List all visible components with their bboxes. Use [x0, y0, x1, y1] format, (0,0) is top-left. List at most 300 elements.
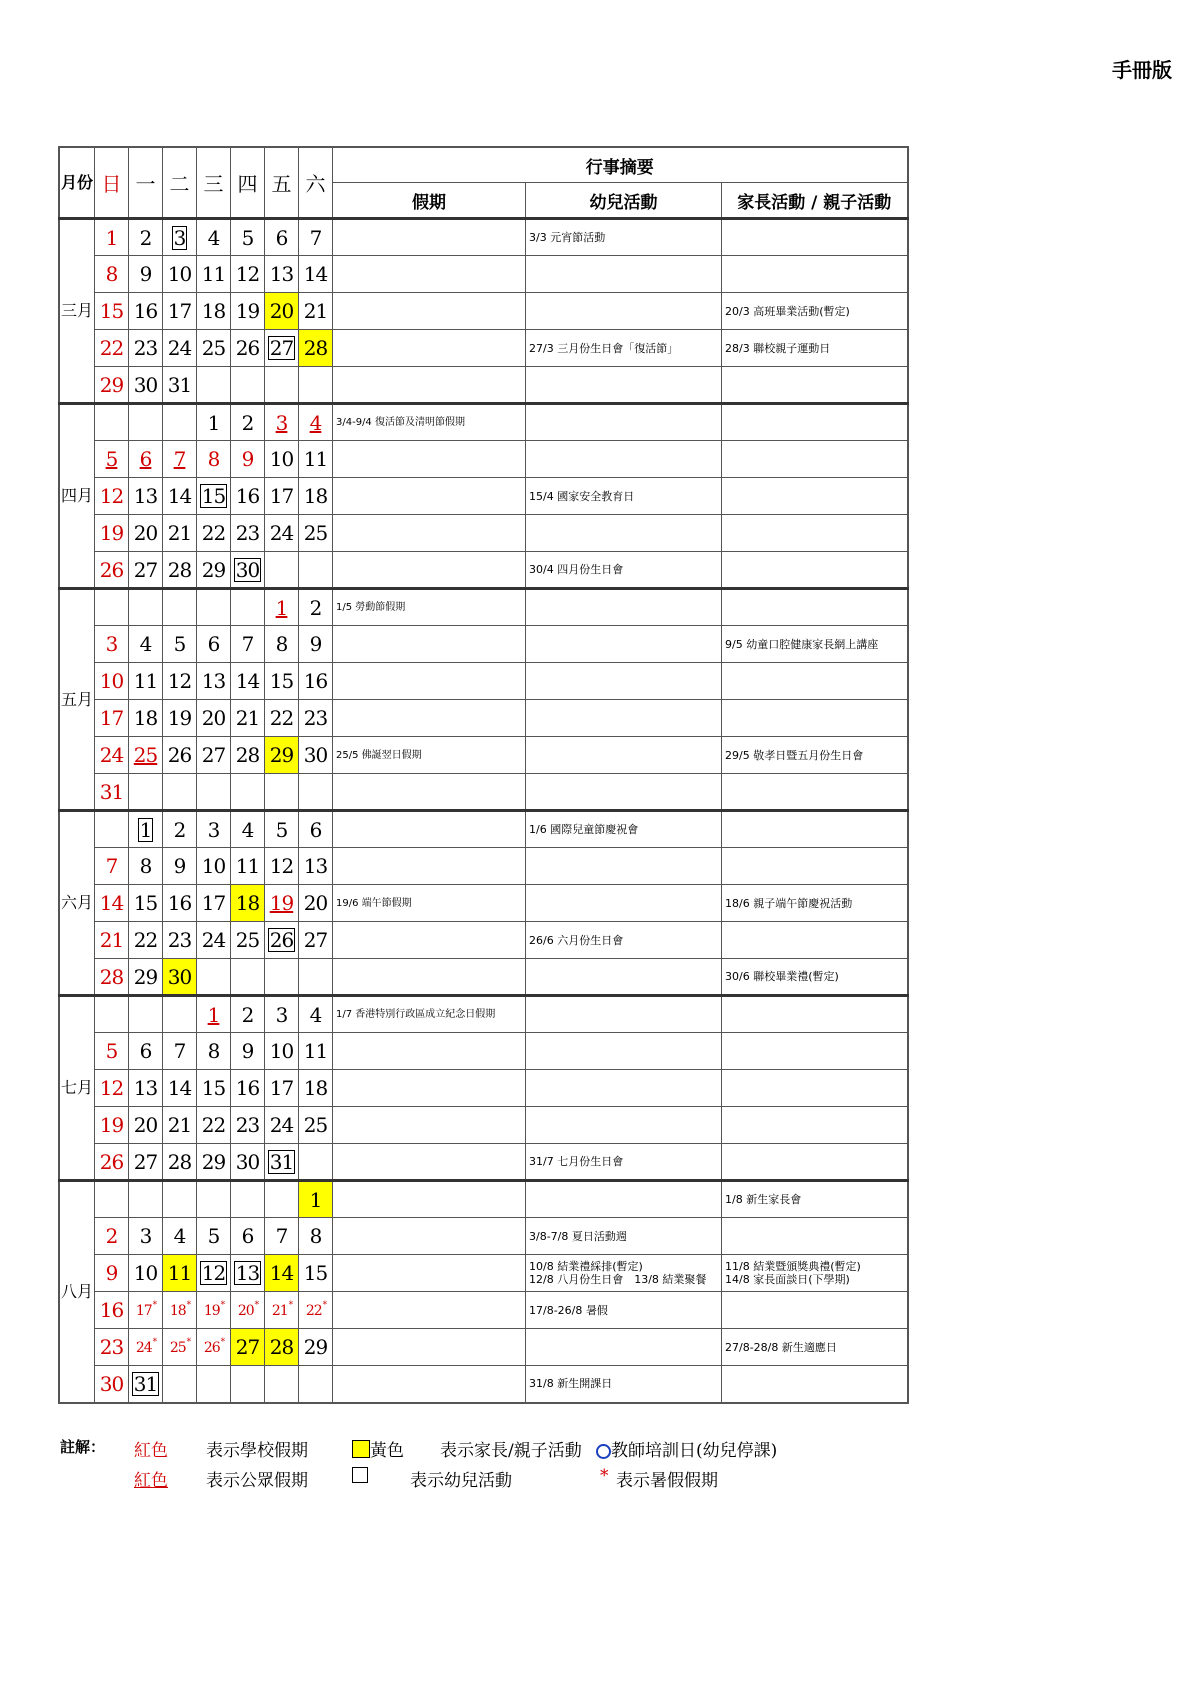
day-cell	[129, 626, 163, 663]
day-number: 30	[303, 743, 328, 767]
day-number: 21	[167, 521, 192, 545]
day-number: 25	[133, 743, 158, 767]
day-cell	[231, 1255, 265, 1292]
day-cell	[231, 1181, 265, 1218]
day-number: 4	[309, 1002, 322, 1027]
child-activity-cell: 26/6 六月份生日會	[526, 922, 722, 959]
week-row	[59, 996, 908, 1033]
week-row	[59, 256, 908, 293]
day-number: 2	[139, 225, 152, 250]
parent-activity-cell	[722, 996, 908, 1033]
day-cell	[197, 441, 231, 478]
day-number: 14	[269, 1261, 294, 1285]
day-number: 24	[135, 1340, 152, 1356]
month-label: 三月	[59, 219, 95, 404]
day-cell	[299, 774, 333, 811]
day-cell	[129, 885, 163, 922]
day-number: 27	[201, 743, 226, 767]
child-activity-cell	[526, 1107, 722, 1144]
day-cell	[299, 589, 333, 626]
day-number: 22	[269, 706, 294, 730]
day-number: 12	[269, 854, 294, 878]
day-number: 4	[207, 225, 220, 250]
day-number: 17	[167, 299, 192, 323]
day-number: 13	[233, 1260, 262, 1286]
summer-holiday-star: *	[254, 1300, 259, 1311]
holiday-cell	[333, 700, 526, 737]
day-cell	[95, 1144, 129, 1181]
day-cell	[95, 885, 129, 922]
day-cell	[197, 256, 231, 293]
day-cell	[231, 1218, 265, 1255]
day-number: 27	[133, 1149, 158, 1174]
child-activity-cell	[526, 367, 722, 404]
day-cell	[95, 515, 129, 552]
day-cell	[299, 1366, 333, 1403]
day-number: 2	[309, 595, 322, 620]
day-cell	[231, 959, 265, 996]
day-cell	[163, 1107, 197, 1144]
day-cell	[129, 1107, 163, 1144]
day-number: 2	[173, 817, 186, 842]
day-number: 12	[235, 262, 260, 286]
child-activity-cell	[526, 515, 722, 552]
day-cell	[231, 552, 265, 589]
day-cell	[163, 515, 197, 552]
day-cell	[299, 626, 333, 663]
school-calendar-table	[58, 146, 909, 1404]
day-number: 20	[303, 891, 328, 915]
legend-box-desc: 表示幼兒活動	[410, 1471, 512, 1491]
day-number: 21	[99, 928, 124, 952]
day-cell	[299, 885, 333, 922]
week-row	[59, 367, 908, 404]
day-cell	[197, 848, 231, 885]
weekday-header-tue: 二	[163, 147, 197, 219]
day-cell	[163, 1218, 197, 1255]
week-row	[59, 811, 908, 848]
day-cell	[231, 626, 265, 663]
day-number: 23	[99, 1335, 124, 1359]
day-number: 8	[207, 447, 220, 471]
day-cell	[265, 922, 299, 959]
summary-header: 行事摘要	[333, 147, 908, 183]
child-activity-cell	[526, 737, 722, 774]
day-cell	[197, 1181, 231, 1218]
parent-activity-cell	[722, 256, 908, 293]
day-number: 5	[105, 447, 118, 471]
day-number: 1	[309, 1187, 322, 1212]
day-cell	[95, 1255, 129, 1292]
day-number: 9	[105, 1261, 118, 1285]
day-cell	[129, 700, 163, 737]
day-cell	[299, 367, 333, 404]
day-number: 30	[133, 372, 158, 397]
day-cell	[129, 811, 163, 848]
day-number: 7	[275, 1224, 288, 1248]
holiday-cell	[333, 330, 526, 367]
child-activity-cell	[526, 885, 722, 922]
day-number: 10	[167, 262, 192, 286]
legend-circle-desc: 教師培訓日(幼兒停課)	[611, 1441, 778, 1461]
holiday-cell	[333, 552, 526, 589]
day-cell	[265, 1107, 299, 1144]
day-number: 18	[235, 891, 260, 915]
day-cell	[95, 996, 129, 1033]
day-cell	[95, 367, 129, 404]
day-cell	[231, 1144, 265, 1181]
day-cell	[231, 404, 265, 441]
day-cell	[95, 1033, 129, 1070]
day-number: 10	[99, 669, 124, 693]
day-cell	[299, 663, 333, 700]
day-number: 5	[275, 817, 288, 842]
parent-activity-cell	[722, 811, 908, 848]
day-number: 21	[235, 706, 260, 730]
day-number: 14	[99, 891, 124, 915]
day-number: 22	[99, 336, 124, 360]
day-number: 24	[99, 743, 124, 767]
parent-activity-cell: 11/8 結業暨頒獎典禮(暫定) 14/8 家長面談日(下學期)	[722, 1255, 908, 1292]
day-number: 19	[269, 891, 294, 915]
holiday-cell: 19/6 端午節假期	[333, 885, 526, 922]
day-number: 22	[133, 928, 158, 952]
day-number: 25	[235, 928, 260, 952]
day-cell	[129, 774, 163, 811]
child-activity-cell	[526, 293, 722, 330]
day-cell	[129, 293, 163, 330]
day-number: 5	[105, 1039, 118, 1063]
day-cell	[197, 1255, 231, 1292]
day-number: 14	[167, 1076, 192, 1100]
day-number: 3	[275, 410, 288, 435]
day-cell	[163, 552, 197, 589]
holiday-cell	[333, 1144, 526, 1181]
day-cell	[231, 1107, 265, 1144]
weekday-header-thu: 四	[231, 147, 265, 219]
day-cell	[95, 922, 129, 959]
day-cell	[299, 1292, 333, 1329]
week-row	[59, 1366, 908, 1403]
day-cell	[129, 589, 163, 626]
day-number: 4	[139, 632, 152, 656]
legend-red-public: 紅色	[134, 1471, 168, 1491]
day-number: 17	[135, 1303, 152, 1319]
day-cell	[231, 293, 265, 330]
week-row	[59, 330, 908, 367]
week-row	[59, 700, 908, 737]
day-number: 3	[207, 817, 220, 842]
month-label: 六月	[59, 811, 95, 996]
day-number: 18	[133, 706, 158, 730]
child-activity-cell: 30/4 四月份生日會	[526, 552, 722, 589]
day-cell	[129, 1255, 163, 1292]
day-cell	[129, 1292, 163, 1329]
day-number: 8	[139, 854, 152, 878]
day-cell	[299, 219, 333, 256]
weekday-header-sun: 日	[95, 147, 129, 219]
day-cell	[197, 1144, 231, 1181]
day-cell	[129, 219, 163, 256]
day-cell	[197, 219, 231, 256]
day-cell	[265, 478, 299, 515]
blue-circle-icon	[596, 1444, 611, 1459]
day-cell	[299, 1255, 333, 1292]
summer-holiday-star: *	[186, 1300, 191, 1311]
day-number: 12	[99, 484, 124, 508]
day-number: 7	[309, 225, 322, 250]
day-cell	[197, 922, 231, 959]
child-activity-cell	[526, 441, 722, 478]
week-row	[59, 1181, 908, 1218]
week-row	[59, 1218, 908, 1255]
parent-activity-cell	[722, 1070, 908, 1107]
day-number: 4	[173, 1224, 186, 1248]
day-cell	[95, 441, 129, 478]
day-cell	[299, 1107, 333, 1144]
legend-box	[352, 1466, 368, 1486]
month-label: 八月	[59, 1181, 95, 1403]
holiday-cell	[333, 774, 526, 811]
week-row	[59, 1070, 908, 1107]
parent-activity-cell	[722, 774, 908, 811]
day-cell	[163, 885, 197, 922]
day-cell	[95, 700, 129, 737]
day-cell	[299, 515, 333, 552]
day-number: 9	[241, 1039, 254, 1063]
day-number: 6	[139, 1039, 152, 1063]
parent-activity-cell	[722, 1292, 908, 1329]
day-number: 15	[199, 483, 228, 509]
summer-holiday-star: *	[152, 1300, 157, 1311]
day-cell	[197, 1033, 231, 1070]
day-cell	[265, 1329, 299, 1366]
parent-activity-cell	[722, 219, 908, 256]
day-number: 28	[167, 557, 192, 582]
day-cell	[265, 811, 299, 848]
day-number: 18	[201, 299, 226, 323]
day-number: 31	[99, 779, 124, 804]
day-cell	[299, 404, 333, 441]
day-number: 5	[241, 225, 254, 250]
day-cell	[265, 219, 299, 256]
parent-activity-cell	[722, 1218, 908, 1255]
day-cell	[265, 1366, 299, 1403]
day-cell	[231, 922, 265, 959]
weekday-header-sat: 六	[299, 147, 333, 219]
day-number: 28	[235, 743, 260, 767]
day-cell	[231, 1070, 265, 1107]
day-number: 29	[303, 1335, 328, 1359]
day-number: 21	[271, 1303, 288, 1319]
day-cell	[299, 700, 333, 737]
week-row	[59, 589, 908, 626]
day-number: 24	[269, 1113, 294, 1137]
parent-activity-cell: 18/6 親子端午節慶祝活動	[722, 885, 908, 922]
day-number: 23	[235, 521, 260, 545]
day-cell	[129, 404, 163, 441]
legend-red-school-desc: 表示學校假期	[206, 1441, 308, 1461]
day-number: 26	[167, 743, 192, 767]
day-cell	[163, 626, 197, 663]
day-cell	[265, 885, 299, 922]
day-number: 15	[303, 1261, 328, 1285]
holiday-cell	[333, 848, 526, 885]
day-number: 28	[269, 1335, 294, 1359]
summer-holiday-star: *	[220, 1337, 225, 1348]
day-cell	[197, 1366, 231, 1403]
holiday-cell	[333, 219, 526, 256]
day-number: 14	[303, 262, 328, 286]
day-cell	[197, 774, 231, 811]
day-number: 16	[99, 1298, 124, 1322]
day-cell	[231, 1329, 265, 1366]
day-number: 29	[269, 743, 294, 767]
day-cell	[129, 663, 163, 700]
day-cell	[197, 626, 231, 663]
day-cell	[163, 1292, 197, 1329]
day-cell	[197, 589, 231, 626]
child-activity-cell: 3/3 元宵節活動	[526, 219, 722, 256]
day-cell	[299, 441, 333, 478]
day-number: 30	[233, 557, 262, 583]
day-cell	[299, 330, 333, 367]
day-number: 10	[133, 1261, 158, 1285]
day-cell	[197, 737, 231, 774]
day-number: 10	[201, 854, 226, 878]
day-number: 12	[99, 1076, 124, 1100]
day-cell	[197, 663, 231, 700]
day-cell	[231, 1033, 265, 1070]
day-number: 6	[207, 632, 220, 656]
week-row	[59, 848, 908, 885]
day-number: 18	[303, 1076, 328, 1100]
day-number: 7	[105, 854, 118, 878]
day-cell	[265, 1218, 299, 1255]
day-number: 26	[99, 557, 124, 582]
day-number: 2	[105, 1224, 118, 1248]
day-cell	[265, 1070, 299, 1107]
parent-activity-cell	[722, 367, 908, 404]
day-number: 16	[235, 1076, 260, 1100]
month-label: 五月	[59, 589, 95, 811]
week-row	[59, 1144, 908, 1181]
day-cell	[95, 256, 129, 293]
parent-activity-cell	[722, 404, 908, 441]
day-cell	[231, 1292, 265, 1329]
day-cell	[129, 367, 163, 404]
day-number: 27	[267, 335, 296, 361]
day-number: 13	[133, 484, 158, 508]
calendar-body	[59, 219, 908, 1403]
day-cell	[231, 885, 265, 922]
white-box-icon	[352, 1467, 368, 1483]
day-cell	[231, 589, 265, 626]
yellow-box-icon	[352, 1440, 370, 1458]
day-cell	[197, 515, 231, 552]
day-cell	[129, 959, 163, 996]
day-number: 1	[207, 1002, 220, 1027]
week-row	[59, 1255, 908, 1292]
day-cell	[95, 737, 129, 774]
day-number: 5	[173, 632, 186, 656]
summer-holiday-star: *	[220, 1300, 225, 1311]
day-cell	[265, 515, 299, 552]
day-number: 27	[133, 557, 158, 582]
week-row	[59, 922, 908, 959]
day-cell	[95, 1070, 129, 1107]
day-cell	[95, 478, 129, 515]
day-cell	[95, 663, 129, 700]
weekday-header-mon: 一	[129, 147, 163, 219]
day-number: 1	[105, 225, 118, 250]
day-cell	[163, 478, 197, 515]
day-cell	[299, 1033, 333, 1070]
weekday-header-fri: 五	[265, 147, 299, 219]
holiday-cell	[333, 1070, 526, 1107]
holiday-cell	[333, 1366, 526, 1403]
day-number: 4	[241, 817, 254, 842]
day-number: 3	[275, 1002, 288, 1027]
day-cell	[299, 959, 333, 996]
holiday-cell	[333, 515, 526, 552]
day-number: 25	[169, 1340, 186, 1356]
day-number: 23	[303, 706, 328, 730]
holiday-cell	[333, 959, 526, 996]
day-cell	[265, 552, 299, 589]
day-cell	[95, 959, 129, 996]
day-cell	[95, 1366, 129, 1403]
child-activity-cell	[526, 1070, 722, 1107]
parent-activity-cell	[722, 700, 908, 737]
parent-activity-cell	[722, 1366, 908, 1403]
day-number: 27	[235, 1335, 260, 1359]
child-activity-cell: 31/7 七月份生日會	[526, 1144, 722, 1181]
legend-red-school: 紅色	[134, 1441, 168, 1461]
parent-activity-cell	[722, 515, 908, 552]
day-number: 9	[173, 854, 186, 878]
week-row	[59, 219, 908, 256]
holiday-cell	[333, 1218, 526, 1255]
weekday-header-wed: 三	[197, 147, 231, 219]
day-cell	[231, 441, 265, 478]
day-number: 1	[275, 595, 288, 620]
day-cell	[129, 1181, 163, 1218]
child-activity-cell	[526, 996, 722, 1033]
day-cell	[231, 737, 265, 774]
day-cell	[265, 589, 299, 626]
day-cell	[163, 737, 197, 774]
day-cell	[299, 848, 333, 885]
day-cell	[299, 478, 333, 515]
child-activity-cell	[526, 663, 722, 700]
day-cell	[231, 848, 265, 885]
child-activity-header: 幼兒活動	[526, 183, 722, 219]
day-number: 11	[303, 447, 328, 471]
day-number: 16	[235, 484, 260, 508]
day-cell	[197, 552, 231, 589]
holiday-cell	[333, 922, 526, 959]
day-cell	[163, 367, 197, 404]
holiday-header: 假期	[333, 183, 526, 219]
day-number: 16	[133, 299, 158, 323]
day-number: 31	[131, 1371, 160, 1397]
day-number: 20	[237, 1303, 254, 1319]
day-number: 16	[167, 891, 192, 915]
child-activity-cell: 31/8 新生開課日	[526, 1366, 722, 1403]
day-cell	[163, 441, 197, 478]
legend-yellow-label: 黃色	[370, 1441, 404, 1461]
